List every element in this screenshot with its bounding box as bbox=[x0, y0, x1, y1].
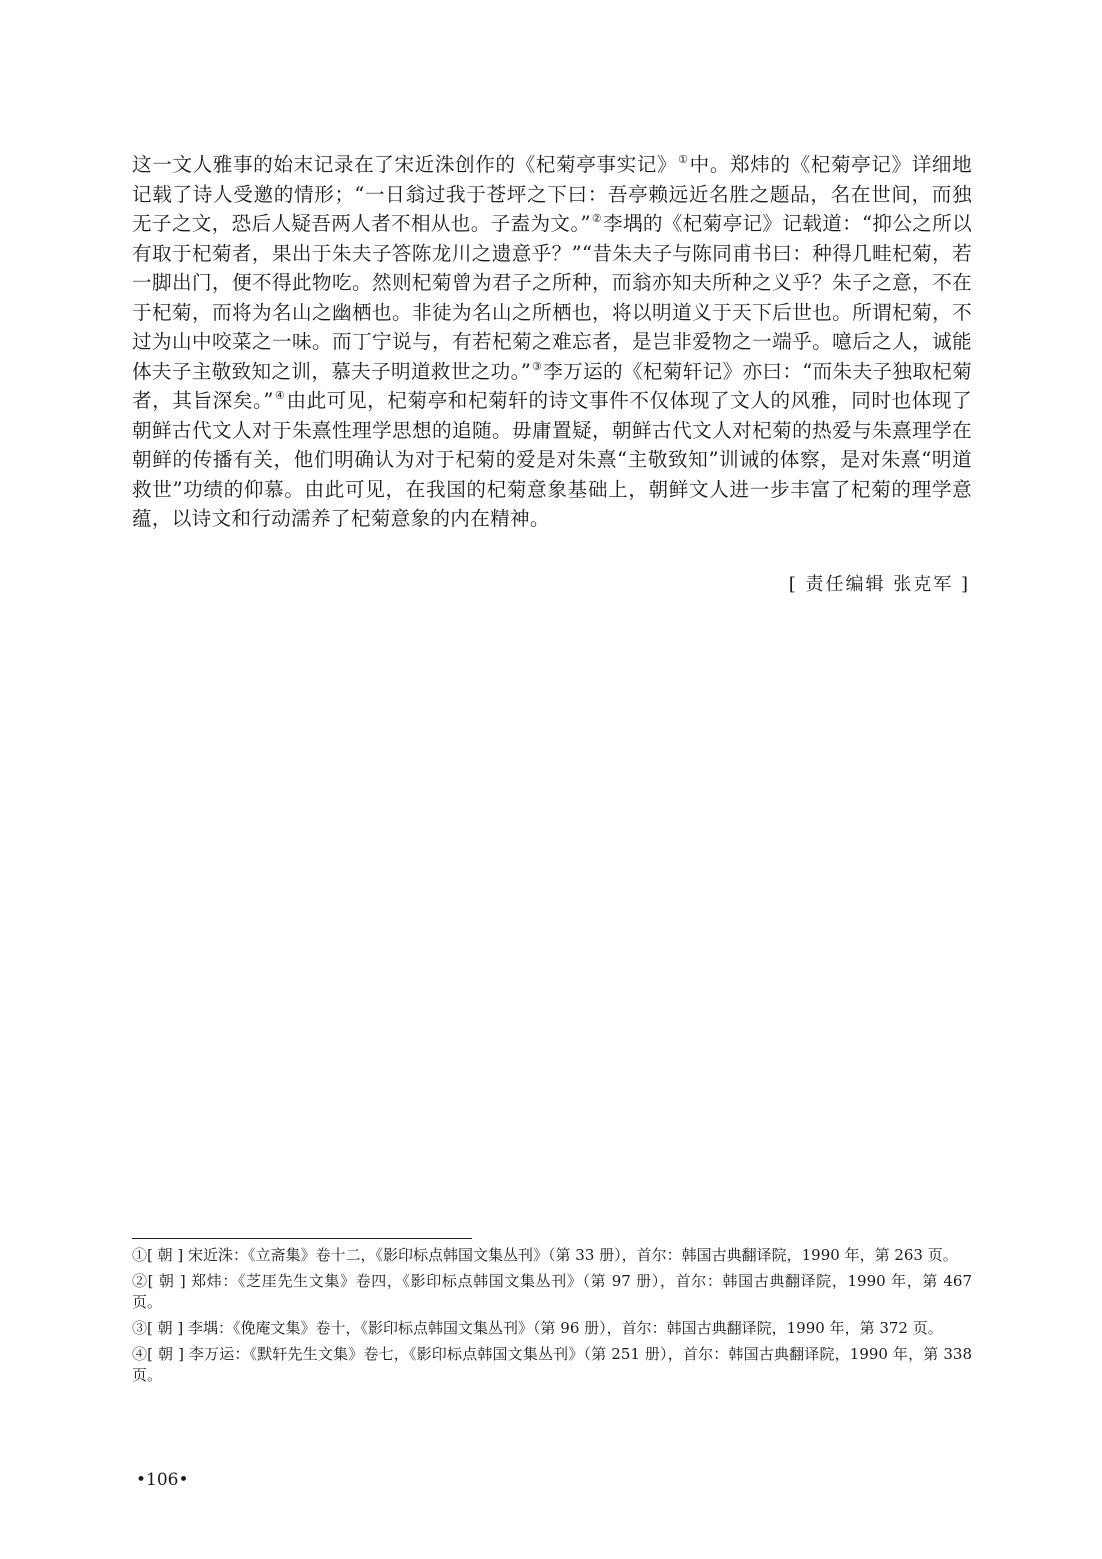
body-text-segment: 中。郑炜的《杞菊亭记》详细地记载了诗人受邀的情形；“一日翁过我于苍坪之下曰：吾亭赖远近名胜之题品，名在世间，而独无子之文，恐后人疑吾两人者不相从也。子盍为文。” bbox=[132, 153, 972, 235]
body-text-segment: 李万运的《杞菊轩记》亦曰：“而朱夫子独取杞菊者，其旨深矣。” bbox=[132, 359, 972, 412]
footnote-marker[interactable]: ② bbox=[591, 212, 603, 225]
body-text-segment: 这一文人雅事的始末记录在了宋近洙创作的《杞菊亭事实记》 bbox=[132, 153, 678, 176]
body-text-segment: 由此可见，杞菊亭和杞菊轩的诗文事件不仅体现了文人的风雅，同时也体现了朝鲜古代文人对于朱熹性理学思想的追随。毋庸置疑，朝鲜古代文人对杞菊的热爱与朱熹理学在朝鲜的传播有关，他们明确认为对于杞菊的爱是对朱熹“主敬致知”训诫的体察，是对朱熹“明道救世”功绩的仰慕。由此可见，在我国的杞菊意象基础上，朝鲜文人进一步丰富了杞菊的理学意蕴，以诗文和行动濡养了杞菊意象的内在精神。 bbox=[132, 389, 972, 530]
responsible-editor-note: [ 责任编辑 张克军 ] bbox=[788, 574, 970, 595]
footnote-marker[interactable]: ③ bbox=[532, 359, 543, 373]
body-text-segment: 李堣的《杞菊亭记》记载道：“抑公之所以有取于杞菊者，果出于朱夫子答陈龙川之遗意乎？”“昔朱夫子与陈同甫书曰：种得几畦杞菊，若一脚出门，便不得此物吃。然则杞菊曾为君子之所种，而翁亦知夫所种之义乎？朱子之意，不在于杞菊，而将为名山之幽栖也。非徒为名山之所栖也，将以明道义于天下后世也。所谓杞菊，不过为山中咬菜之一味。而丁宁说与，有若杞菊之难忘者，是岂非爱物之一端乎。噫后之人，诚能体夫子主敬致知之训，慕夫子明道救世之功。” bbox=[132, 212, 972, 383]
footnote-item: ④[ 朝 ] 李万运：《默轩先生文集》卷七，《影印标点韩国文集丛刊》（第 251 册），首尔：韩国古典翻译院，1990 年，第 338 页。 bbox=[132, 1345, 972, 1384]
footnote-item: ①[ 朝 ] 宋近洙：《立斋集》卷十二，《影印标点韩国文集丛刊》（第 33 册），首尔：韩国古典翻译院，1990 年，第 263 页。 bbox=[132, 1246, 958, 1264]
page-number: •106• bbox=[136, 1470, 189, 1490]
footnote-item: ③[ 朝 ] 李堣：《俛庵文集》卷十，《影印标点韩国文集丛刊》（第 96 册），首尔：韩国古典翻译院，1990 年，第 372 页。 bbox=[132, 1319, 943, 1337]
footnote-item: ②[ 朝 ] 郑炜：《芝厓先生文集》卷四，《影印标点韩国文集丛刊》（第 97 册），首尔：韩国古典翻译院，1990 年，第 467 页。 bbox=[132, 1272, 972, 1311]
footnote-marker[interactable]: ④ bbox=[274, 389, 286, 402]
footnote-list bbox=[132, 1245, 972, 1391]
footnote-divider bbox=[132, 1238, 472, 1239]
body-paragraph bbox=[132, 150, 972, 534]
footnote-marker[interactable]: ① bbox=[678, 153, 689, 166]
